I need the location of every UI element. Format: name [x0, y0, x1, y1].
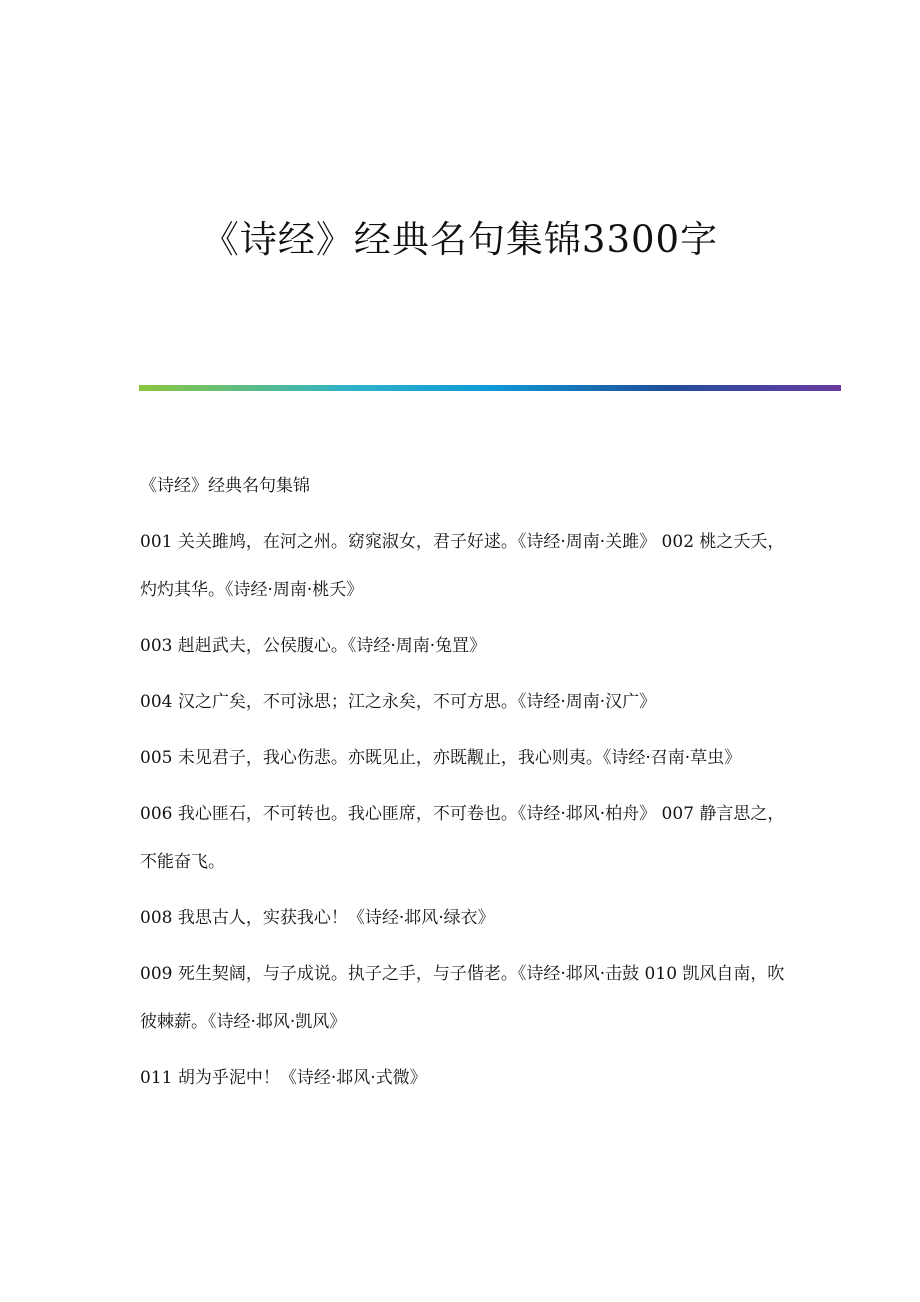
paragraph-009-010: 009 死生契阔，与子成说。执子之手，与子偕老。《诗经·邶风·击鼓 010 凯风自南，吹彼棘薪。《诗经·邶风·凯风》 — [140, 964, 785, 1032]
document-body — [140, 462, 790, 1110]
paragraph-006-007: 006 我心匪石，不可转也。我心匪席，不可卷也。《诗经·邶风·柏舟》 007 静言思之，不能奋飞。 — [140, 804, 785, 872]
paragraph-008: 008 我思古人，实获我心！《诗经·邶风·绿衣》 — [140, 908, 495, 928]
gradient-divider — [139, 385, 841, 391]
paragraph-011: 011 胡为乎泥中！《诗经·邶风·式微》 — [140, 1068, 427, 1088]
paragraph-004: 004 汉之广矣，不可泳思；江之永矣，不可方思。《诗经·周南·汉广》 — [140, 692, 657, 712]
paragraph-003: 003 赳赳武夫，公侯腹心。《诗经·周南·兔罝》 — [140, 636, 487, 656]
intro-heading: 《诗经》经典名句集锦 — [140, 476, 310, 496]
page-title: 《诗经》经典名句集锦3300字 — [201, 218, 719, 261]
paragraph-001-002: 001 关关雎鸠，在河之州。窈窕淑女，君子好逑。《诗经·周南·关雎》 002 桃之夭夭，灼灼其华。《诗经·周南·桃夭》 — [140, 532, 785, 600]
paragraph-005: 005 未见君子，我心伤悲。亦既见止，亦既觏止，我心则夷。《诗经·召南·草虫》 — [140, 748, 742, 768]
